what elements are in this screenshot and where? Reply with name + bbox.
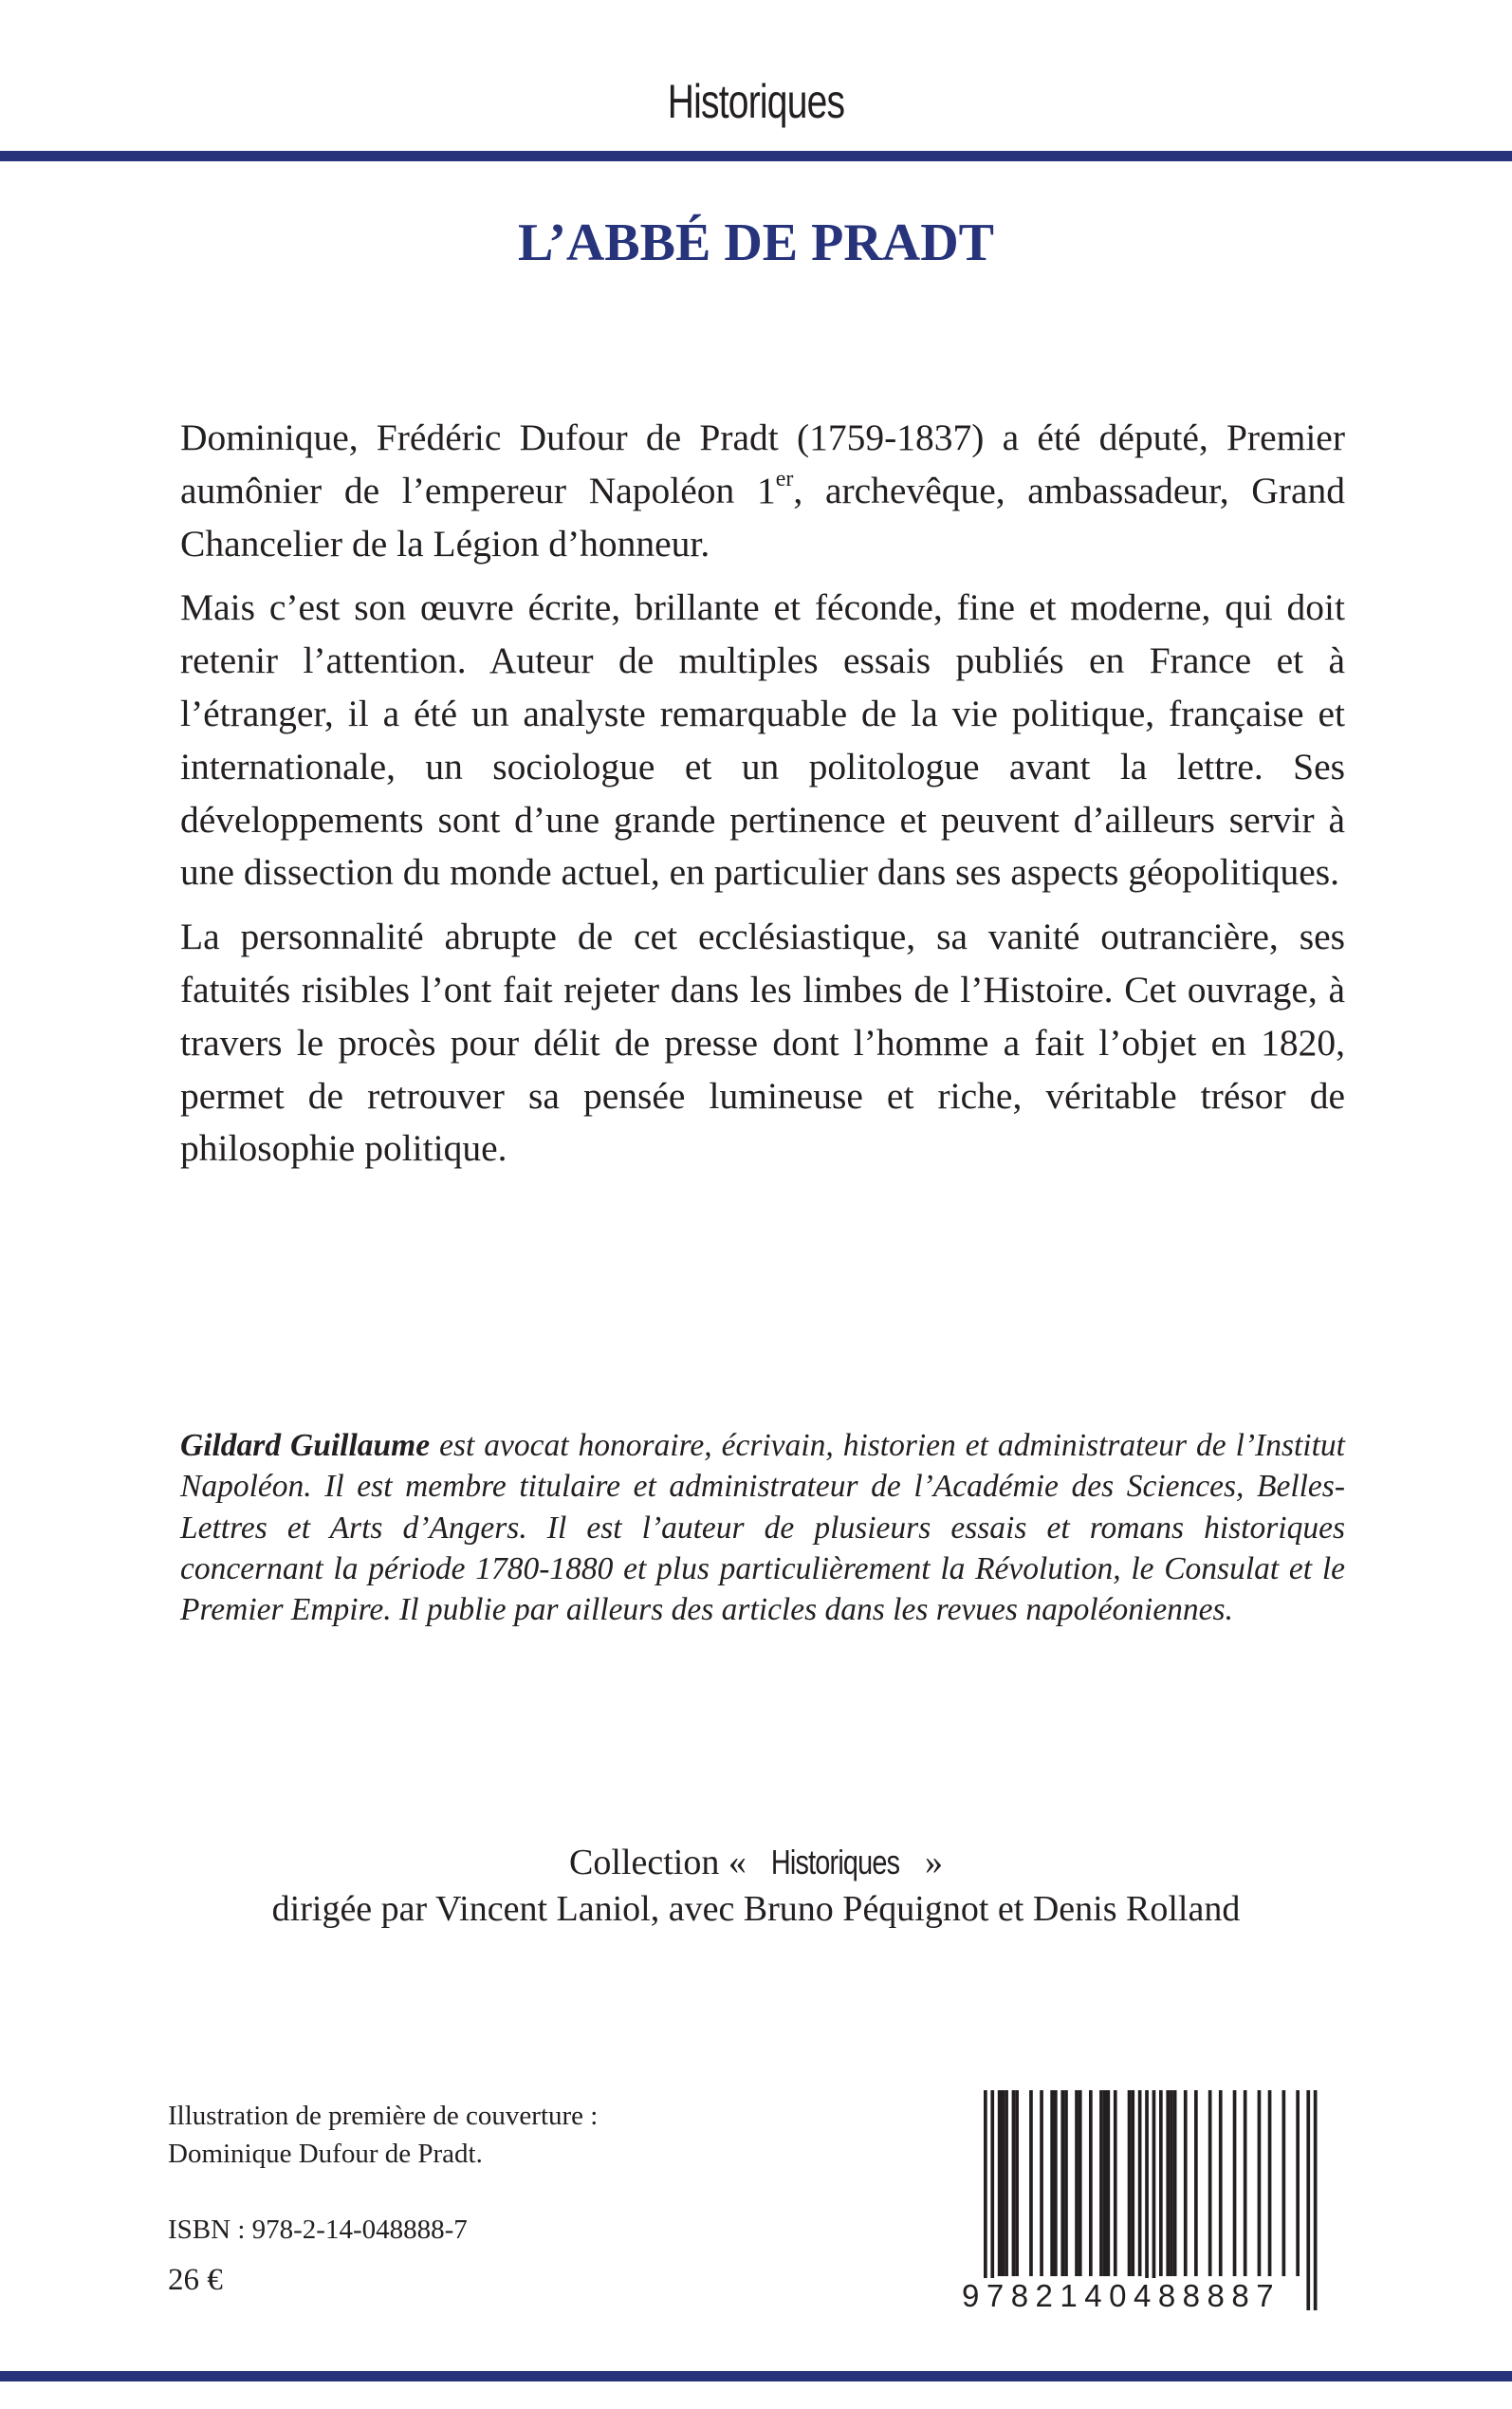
collection-line: Collection « Historiques » <box>0 1839 1512 1886</box>
barcode-bar <box>1064 2090 1068 2276</box>
author-name: Gildard Guillaume <box>180 1428 431 1463</box>
barcode-bar <box>1314 2090 1318 2310</box>
barcode-bar <box>1012 2090 1016 2276</box>
barcode-bar <box>1050 2090 1054 2276</box>
barcode-bar <box>1170 2090 1173 2276</box>
ordinal-superscript: er <box>775 466 794 491</box>
series-header: Historiques <box>667 75 845 128</box>
barcode-bar <box>1258 2090 1262 2276</box>
barcode-digits: 9782140488887 <box>962 2278 1282 2313</box>
barcode-bar <box>998 2090 1002 2276</box>
barcode-bar <box>1114 2090 1117 2276</box>
price: 26 € <box>168 2263 223 2297</box>
barcode-bar <box>1184 2090 1188 2276</box>
illustration-label: Illustration de première de couverture : <box>168 2101 599 2131</box>
author-bio: Gildard Guillaume est avocat honoraire, écrivain, historien et administrateur de l’Institut Napoléon. Il est membre titulaire et administrateur de l’Académie des Sciences, Belles-Lettres et Arts d’Angers. Il est l’auteur de plusieurs essais et romans historiques concernant la période 1780-1880 et plus particulièrement la Révolution, le Consulat et le Premier Empire. Il publie par ailleurs des articles dans les revues napoléoniennes. <box>180 1428 1345 1628</box>
collection-name: Historiques <box>771 1843 900 1881</box>
barcode-bar <box>1138 2090 1142 2276</box>
description-paragraph-2: Mais c’est son œuvre écrite, brillante et féconde, fine et moderne, qui doit retenir l’attention. Auteur de multiples essais publiés en France et à l’étranger, il a été un analyste remarquable de la vie politique, française et internationale, un sociologue et un politologue avant la lettre. Ses développements sont d’une grande pertinence et peuvent d’ailleurs servir à une dissection du monde actuel, en particulier dans ses aspects géopolitiques. <box>180 586 1345 894</box>
barcode-bar <box>1005 2090 1008 2276</box>
barcode-bar <box>1166 2090 1170 2276</box>
barcode-bar <box>1219 2090 1223 2276</box>
illustration-name: Dominique Dufour de Pradt. <box>168 2139 483 2169</box>
barcode-bar <box>1089 2090 1093 2276</box>
cover-credits <box>168 2097 598 2173</box>
barcode-bar <box>1296 2090 1300 2276</box>
barcode-bar <box>1282 2090 1286 2276</box>
barcode-bar <box>1268 2090 1272 2276</box>
barcode-bar <box>1015 2090 1019 2276</box>
description-paragraph-1: Dominique, Frédéric Dufour de Pradt (1759-1837) a été député, Premier aumônier de l’empereur Napoléon 1er, archevêque, ambassadeur, Grand Chancelier de la Légion d’honneur. <box>180 417 1345 565</box>
barcode-bar <box>1060 2090 1064 2276</box>
barcode-bar <box>1103 2090 1107 2276</box>
barcode-bar <box>1099 2090 1103 2276</box>
barcode-bar <box>1194 2090 1198 2276</box>
description-paragraph-3: La personnalité abrupte de cet ecclésiastique, sa vanité outrancière, ses fatuités risibles l’ont fait rejeter dans les limbes de l’Histoire. Cet ouvrage, à travers le procès pour délit de presse dont l’homme a fait l’objet en 1820, permet de retrouver sa pensée lumineuse et riche, véritable trésor de philosophie politique. <box>180 916 1345 1170</box>
isbn: ISBN : 978-2-14-048888-7 <box>168 2214 468 2245</box>
collection-directors: dirigée par Vincent Laniol, avec Bruno Péquignot et Denis Rolland <box>271 1889 1241 1929</box>
barcode-bar <box>1128 2090 1132 2276</box>
barcode-bar <box>1173 2090 1177 2276</box>
barcode-bar <box>1029 2090 1033 2276</box>
barcode-bar <box>1159 2090 1163 2276</box>
barcode-bar <box>1079 2090 1082 2276</box>
collection-info <box>0 1839 1512 1933</box>
barcode-bar <box>1054 2090 1058 2276</box>
top-rule <box>0 151 1512 161</box>
barcode-bar <box>1244 2090 1247 2276</box>
book-description <box>180 412 1345 1187</box>
bottom-rule <box>0 2371 1512 2381</box>
barcode-bar <box>1040 2090 1043 2276</box>
barcode-bar <box>1233 2090 1237 2276</box>
barcode-bar <box>1075 2090 1079 2276</box>
barcode-bar <box>1208 2090 1212 2276</box>
book-title: L’ABBÉ DE PRADT <box>517 213 995 272</box>
barcode-bar <box>1107 2090 1111 2276</box>
barcode-bar <box>1306 2090 1310 2310</box>
barcode-bar <box>1002 2090 1005 2276</box>
barcode-bar <box>1131 2090 1134 2276</box>
